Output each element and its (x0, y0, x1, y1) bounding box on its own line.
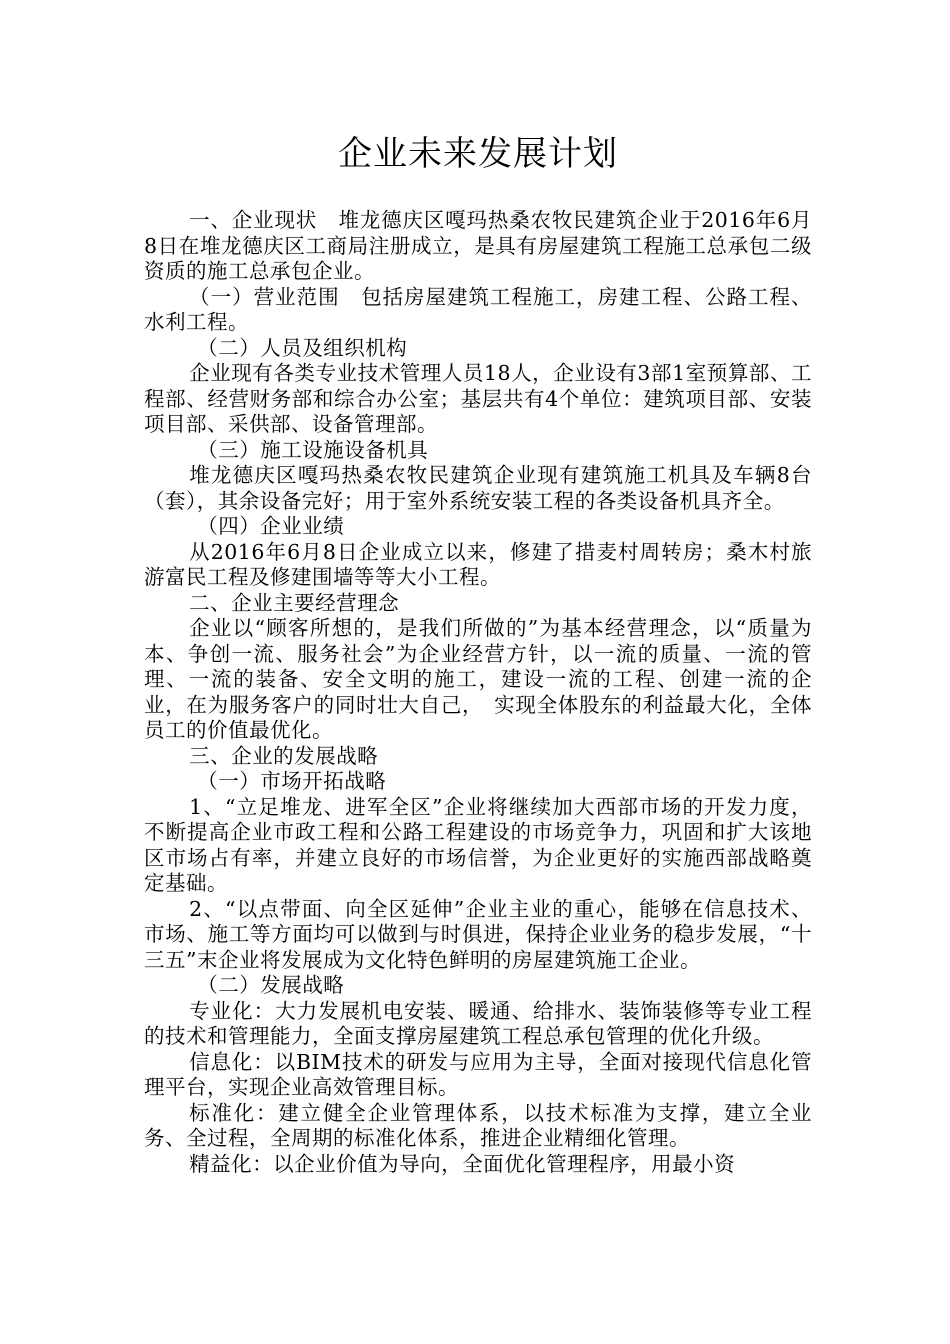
heading-business-philosophy: 二、企业主要经营理念 (189, 590, 400, 615)
paragraph-equipment: 堆龙德庆区嘎玛热桑农牧民建筑企业现有建筑施工机具及车辆8台（套），其余设备完好；用于室外系统安装工程的各类设备机具齐全。 (144, 463, 812, 513)
paragraph-market-strategy-1: 1、“立足堆龙、进军全区”企业将继续加大西部市场的开发力度，不断提高企业市政工程和公路工程建设的市场竞争力，巩固和扩大该地区市场占有率，并建立良好的市场信誉，为企业更好的实施西部战略奠定基础。 (144, 794, 812, 895)
paragraph-informatization: 信息化：以BIM技术的研发与应用为主导，全面对接现代信息化管理平台，实现企业高效管理目标。 (144, 1049, 812, 1099)
paragraph-business-scope: （一）营业范围 包括房屋建筑工程施工，房建工程、公路工程、水利工程。 (144, 284, 812, 334)
heading-equipment: （三）施工设施设备机具 (197, 437, 429, 462)
heading-strategy: （二）发展战略 (197, 973, 345, 997)
paragraph-staff: 企业现有各类专业技术管理人员18人，企业设有3部1室预算部、工程部、经营财务部和综合办公室；基层共有4个单位：建筑项目部、安装项目部、采供部、设备管理部。 (144, 361, 812, 436)
heading-performance: （四）企业业绩 (197, 514, 345, 538)
paragraph-market-strategy-2: 2、“以点带面、向全区延伸”企业主业的重心，能够在信息技术、市场、施工等方面均可以做到与时俱进，保持企业业务的稳步发展，“十三五”末企业将发展成为文化特色鲜明的房屋建筑施工企业。 (144, 896, 812, 972)
paragraph-performance: 从2016年6月8日企业成立以来，修建了措麦村周转房；桑木村旅游富民工程及修建围墙等等大小工程。 (144, 539, 812, 589)
paragraph-specialization: 专业化：大力发展机电安装、暖通、给排水、装饰装修等专业工程的技术和管理能力，全面支撑房屋建筑工程总承包管理的优化升级。 (144, 998, 812, 1048)
heading-staff-organization: （二）人员及组织机构 (197, 335, 408, 360)
heading-market-strategy: （一）市场开拓战略 (197, 769, 387, 793)
document-page (144, 118, 812, 1177)
document-title: 企业未来发展计划 (338, 134, 618, 174)
paragraph-business-philosophy: 企业以“顾客所想的，是我们所做的”为基本经营理念，以“质量为本、争创一流、服务社会”为企业经营方针，以一流的质量、一流的管理、一流的装备、安全文明的施工，建设一流的工程、创建一流的企业，在为服务客户的同时壮大自己， 实现全体股东的利益最大化，全体员工的价值最优化。 (144, 616, 812, 742)
paragraph-company-status: 一、企业现状 堆龙德庆区嘎玛热桑农牧民建筑企业于2016年6月8日在堆龙德庆区工商局注册成立，是具有房屋建筑工程施工总承包二级资质的施工总承包企业。 (144, 208, 812, 283)
paragraph-standardization: 标准化：建立健全企业管理体系，以技术标准为支撑，建立全业务、全过程，全周期的标准化体系，推进企业精细化管理。 (144, 1100, 812, 1150)
heading-development-strategy: 三、企业的发展战略 (189, 743, 379, 768)
paragraph-lean: 精益化：以企业价值为导向，全面优化管理程序，用最小资 (189, 1151, 736, 1176)
